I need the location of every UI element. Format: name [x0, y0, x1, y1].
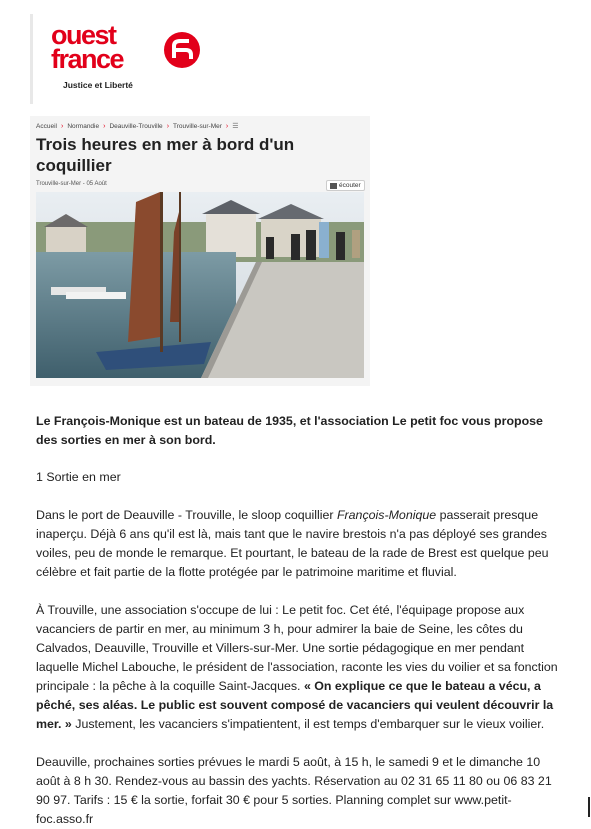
breadcrumb-item[interactable]: Accueil: [36, 122, 57, 130]
article-paragraph: Deauville, prochaines sorties prévues le mardi 5 août, à 15 h, le samedi 9 et le dimanche 10 août à 8 h 30. Rendez-vous au bassin des yachts. Réservation au 02 31 65 11 80 ou 06 83 21 90 97. Tarifs : 15 € la sortie, forfait 30 € pour 5 sorties. Planning complet sur www.petit-foc.asso.fr: [36, 755, 552, 826]
text-run: Justement, les vacanciers s'impatientent, il est temps d'embarquer sur le vieux voilier.: [71, 717, 545, 731]
listen-label: écouter: [339, 182, 361, 189]
breadcrumb-item[interactable]: Deauville-Trouville: [109, 122, 163, 130]
text-run: À Trouville, une association s'occupe de lui : Le petit foc. Cet été, l'équipage propose aux vacanciers de partir en mer, au minimum 3 h, pour admirer la baie de Seine, les côtes du Calvados, Deauville, Trouville et Villers-sur-Mer. Une sortie pédagogique en mer pendant laquelle Michel Labouche, le président de l'association, raconte les vies du voilier et sa fonction principale : la pêche à la coquille Saint-Jacques.: [36, 603, 558, 693]
text-run: Dans le port de Deauville - Trouville, le sloop coquillier: [36, 508, 337, 522]
text-cursor: [588, 797, 590, 817]
quote: « On explique ce que le bateau a vécu, a pêché, ses aléas. Le public est souvent composé de vacanciers qui veulent découvrir la mer. »: [36, 679, 554, 731]
breadcrumb-item[interactable]: Normandie: [67, 122, 100, 130]
article-photo: [36, 192, 364, 378]
text-run: passerait presque inaperçu. Déjà 6 ans qu'il est là, mais tant que le navire brestois n'a pas déployé ses grandes voiles, peu de monde le remarque. Et pourtant, le bateau de la rade de Brest est quelque peu célèbre et fait partie de la flotte protégée par le patrimoine maritime et fluvial.: [36, 508, 549, 579]
logo-word-france: france: [51, 44, 124, 74]
article-subhead: 1 Sortie en mer: [36, 470, 121, 484]
speaker-icon: [330, 183, 337, 189]
boat-name: François-Monique: [336, 508, 437, 522]
logo-tagline: Justice et Liberté: [63, 80, 133, 90]
rss-icon[interactable]: ☰: [232, 123, 239, 130]
listen-button[interactable]: [326, 180, 365, 191]
logo-emblem-icon: [164, 32, 200, 68]
article-lead: Le François-Monique est un bateau de 1935, et l'association Le petit foc vous propose des sorties en mer à son bord.: [36, 414, 543, 447]
breadcrumb: [36, 122, 239, 130]
article-dateline: Trouville-sur-Mer - 05 Août: [36, 181, 107, 187]
article-paragraph: [36, 506, 564, 582]
harbour-photo-illustration: [36, 192, 364, 378]
article-title: Trois heures en mer à bord d'un coquillier: [36, 135, 295, 175]
chevron-right-icon: ›: [103, 122, 106, 130]
chevron-right-icon: ›: [166, 122, 170, 130]
article-paragraph: [36, 601, 564, 734]
ouest-france-logo[interactable]: [30, 14, 213, 104]
chevron-right-icon: ›: [225, 122, 229, 130]
logo-word-ouest: ouest: [51, 20, 116, 50]
article-body: [36, 412, 564, 829]
chevron-right-icon: ›: [60, 122, 64, 130]
breadcrumb-item[interactable]: Trouville-sur-Mer: [173, 122, 222, 130]
